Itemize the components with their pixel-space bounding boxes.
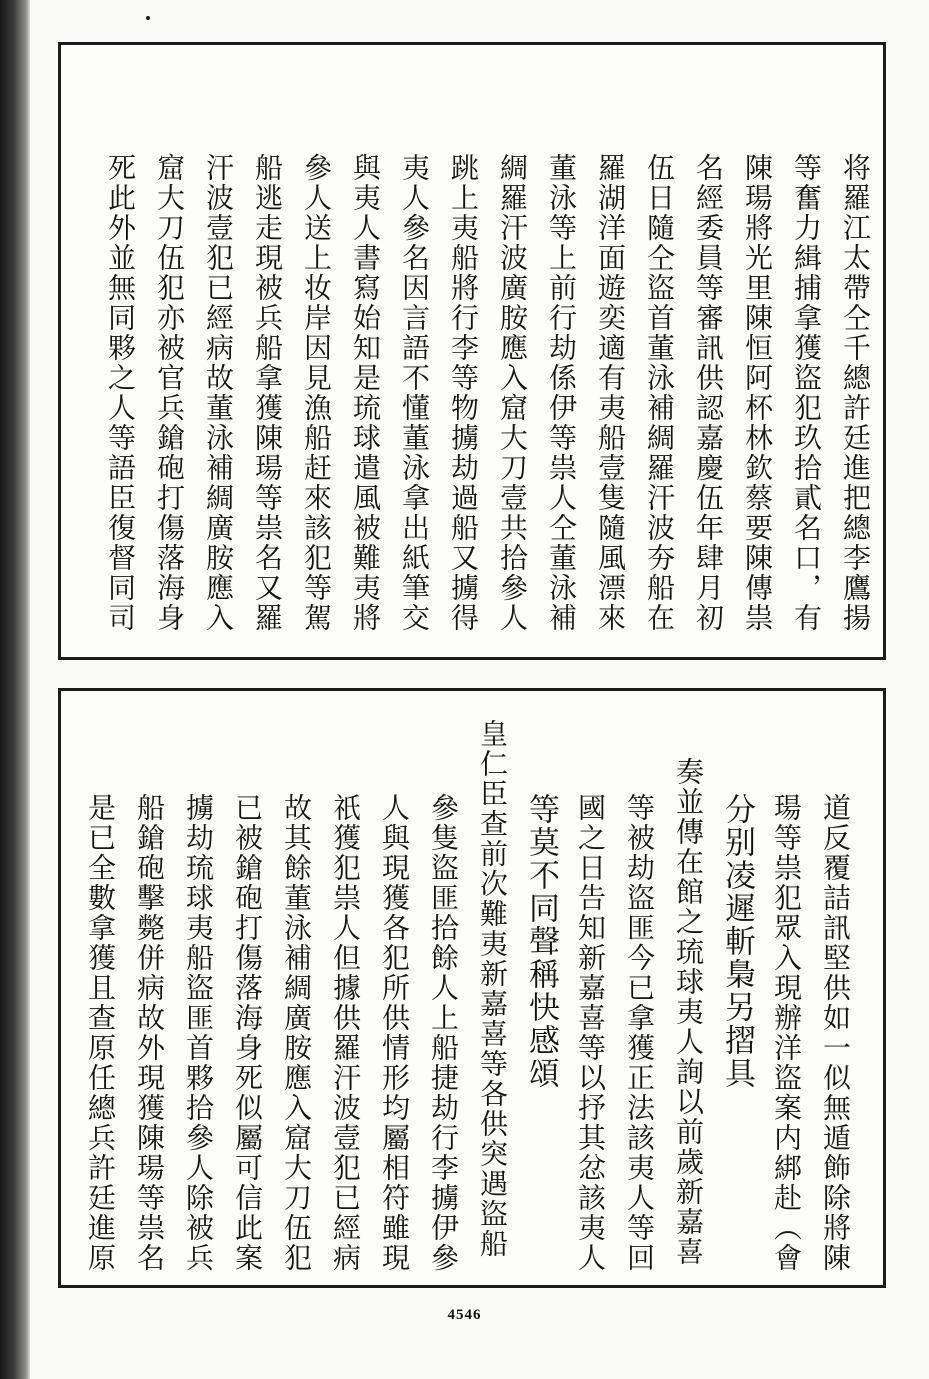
page-number: 4546 xyxy=(447,1307,482,1323)
text-column: 跳上夷船將行李等物擄劫過船又擄得 xyxy=(447,153,480,633)
text-column: 窟大刀伍犯亦被官兵鎗砲打傷落海身 xyxy=(153,153,186,633)
text-column: 名經委員等審訊供認嘉慶伍年肆月初 xyxy=(692,153,725,633)
text-column: 人與現獲各犯所供情形均屬相符雖現 xyxy=(378,793,411,1273)
text-column: 等奮力緝捕拿獲盜犯玖拾貳名口，有 xyxy=(790,153,823,633)
text-column: 陳瑒將光里陳恒阿杯林欽蔡要陳傳祟 xyxy=(741,153,774,633)
text-column: 等被劫盜匪今已拿獲正法該夷人等回 xyxy=(623,793,656,1273)
text-column: 船鎗砲擊斃併病故外現獲陳瑒等祟名 xyxy=(133,793,166,1273)
text-column: 羅湖洋面遊奕適有夷船壹隻隨風漂來 xyxy=(594,153,627,633)
ink-speck xyxy=(146,16,150,20)
text-column: 擄劫琉球夷船盜匪首夥拾參人除被兵 xyxy=(182,793,215,1273)
text-column: 是已全數拿獲且查原任總兵許廷進原 xyxy=(84,793,117,1273)
text-column: 綢羅汗波廣胺應入窟大刀壹共拾參人 xyxy=(496,153,529,633)
text-column: 董泳等上前行劫係伊等祟人仝董泳補 xyxy=(545,153,578,633)
text-column: 與夷人書寫始知是琉球遣風被難夷將 xyxy=(349,153,382,633)
text-column: 船逃走現被兵船拿獲陳瑒等祟名又羅 xyxy=(251,153,284,633)
text-column: 參隻盜匪拾餘人上船捷劫行李擄伊參 xyxy=(427,793,460,1273)
text-column: 奏並傳在館之琉球夷人詢以前歲新嘉喜 xyxy=(672,757,705,1267)
book-spine-shadow xyxy=(0,0,30,1379)
text-column: 伍日隨仝盜首董泳補綢羅汗波夯船在 xyxy=(643,153,676,633)
text-column: 皇仁臣查前次難夷新嘉喜等各供突遇盜船 xyxy=(476,719,509,1259)
text-column: 死此外並無同夥之人等語臣復督同司 xyxy=(104,153,137,633)
lower-panel xyxy=(58,688,886,1288)
text-column: 夷人參名因言語不懂董泳拿出紙筆交 xyxy=(398,153,431,633)
text-column: 将羅江太帶仝千總許廷進把總李鷹揚 xyxy=(839,153,872,633)
upper-panel xyxy=(58,42,886,660)
text-column: 故其餘董泳補綢廣胺應入窟大刀伍犯 xyxy=(280,793,313,1273)
text-column: 祇獲犯祟人但據供羅汗波壹犯已經病 xyxy=(329,793,362,1273)
text-column: 分别凌遲斬梟另摺具 xyxy=(719,793,755,1090)
text-column: 已被鎗砲打傷落海身死似屬可信此案 xyxy=(231,793,264,1273)
text-column: 等莫不同聲稱快感頌 xyxy=(523,793,559,1090)
text-column: 瑒等祟犯眾入現辦洋盜案内綁赴（會 xyxy=(770,793,803,1273)
text-column: 道反覆詰訊堅供如一似無遁飾除將陳 xyxy=(819,793,852,1273)
text-column: 參人送上妆岸因見漁船赶來該犯等駕 xyxy=(300,153,333,633)
text-column: 國之日告知新嘉喜等以抒其忿該夷人 xyxy=(574,793,607,1273)
text-column: 汗波壹犯已經病故董泳補綢廣胺應入 xyxy=(202,153,235,633)
